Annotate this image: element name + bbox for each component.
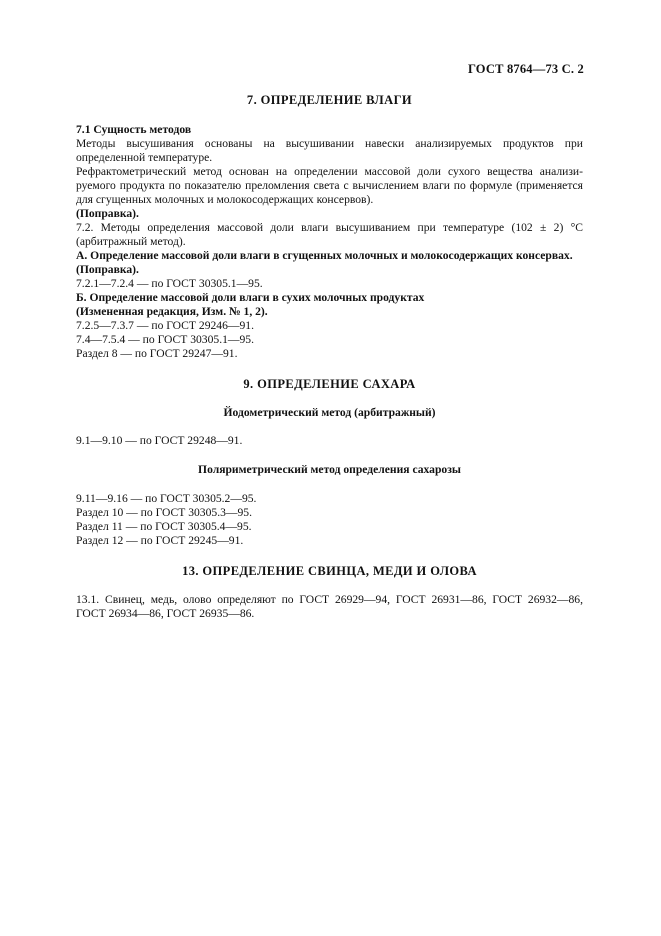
reference-line: Раздел 10 — по ГОСТ 30305.3—95. <box>76 506 252 519</box>
section-title: 7. ОПРЕДЕЛЕНИЕ ВЛАГИ <box>246 93 413 107</box>
section-7 <box>76 93 583 361</box>
correction-note: (Поправка). <box>76 263 139 276</box>
clause-text-line: Методы высушивания основаны на высушивании навески анализируемых продуктов при <box>76 137 583 150</box>
page-header: ГОСТ 8764—73 С. 2 <box>467 62 584 76</box>
clause-7-2-text: 7.2. Методы определения массовой доли влаги высушиванием при температуре (102 ± 2) °С <box>76 221 583 234</box>
section-9 <box>76 377 583 548</box>
reference-line: Раздел 11 — по ГОСТ 30305.4—95. <box>76 520 252 533</box>
reference-line: Раздел 12 — по ГОСТ 29245—91. <box>76 534 244 547</box>
method-heading: Йодометрический метод (арбитражный) <box>223 406 436 419</box>
reference-line: 7.4—7.5.4 — по ГОСТ 30305.1—95. <box>76 333 254 346</box>
amendment-note: (Измененная редакция, Изм. № 1, 2). <box>76 305 268 318</box>
document-body <box>76 93 583 621</box>
clause-text-line: (арбитражный метод). <box>76 235 186 248</box>
clause-text-line: для сгущенных молочных и молокосодержащих консервов). <box>76 193 374 206</box>
correction-note: (Поправка). <box>76 207 139 220</box>
section-13 <box>76 564 583 621</box>
method-heading: Поляриметрический метод определения сахарозы <box>198 463 461 476</box>
subsection-a-heading: А. Определение массовой доли влаги в сгущенных молочных и молокосодержащих консервах. <box>76 249 573 262</box>
clause-text-line: ГОСТ 26934—86, ГОСТ 26935—86. <box>76 607 255 620</box>
subsection-b-heading: Б. Определение массовой доли влаги в сухих молочных продуктах <box>76 291 425 304</box>
reference-line: Раздел 8 — по ГОСТ 29247—91. <box>76 347 238 360</box>
clause-text-line: руемого продукта по показателю преломления света с вычислением влаги по формуле (применяется <box>76 179 583 192</box>
clause-text-line: определенной температуре. <box>76 151 213 164</box>
reference-line: 9.1—9.10 — по ГОСТ 29248—91. <box>76 434 243 447</box>
section-title: 13. ОПРЕДЕЛЕНИЕ СВИНЦА, МЕДИ И ОЛОВА <box>182 564 477 578</box>
reference-line: 7.2.1—7.2.4 — по ГОСТ 30305.1—95. <box>76 277 263 290</box>
reference-line: 7.2.5—7.3.7 — по ГОСТ 29246—91. <box>76 319 254 332</box>
section-title: 9. ОПРЕДЕЛЕНИЕ САХАРА <box>243 377 416 391</box>
clause-13-1-text: 13.1. Свинец, медь, олово определяют по ГОСТ 26929—94, ГОСТ 26931—86, ГОСТ 26932—86, <box>76 593 583 606</box>
clause-7-1-heading: 7.1 Сущность методов <box>76 123 192 136</box>
clause-text-line: Рефрактометрический метод основан на определении массовой доли сухого вещества анализи- <box>76 165 583 178</box>
reference-line: 9.11—9.16 — по ГОСТ 30305.2—95. <box>76 492 257 505</box>
